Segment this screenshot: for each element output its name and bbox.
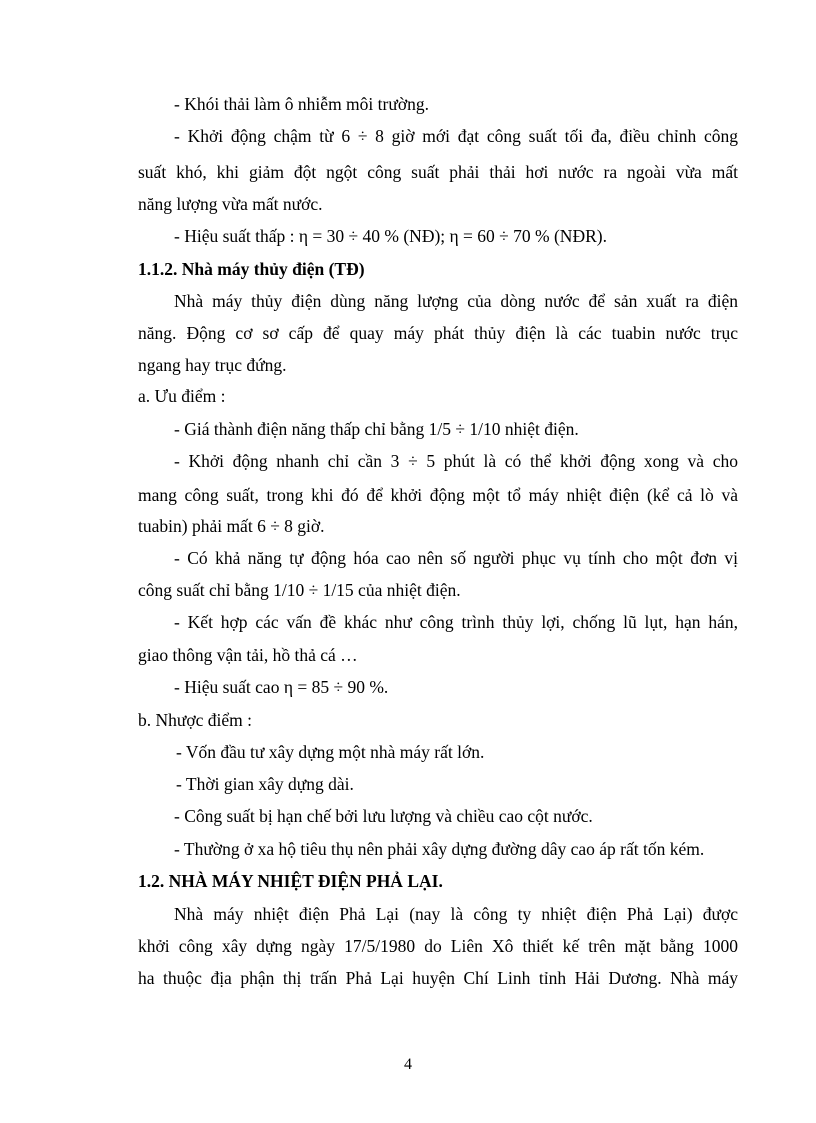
text-line: - Thời gian xây dựng dài.	[176, 774, 354, 794]
text-line: năng lượng vừa mất nước.	[138, 194, 323, 214]
text-line: - Khói thải làm ô nhiễm môi trường.	[174, 94, 429, 114]
text-line: ha thuộc địa phận thị trấn Phả Lại huyện Chí Linh tỉnh Hải Dương. Nhà máy	[138, 968, 738, 988]
text-line: Nhà máy thủy điện dùng năng lượng của dòng nước để sản xuất ra điện	[174, 291, 738, 311]
text-line: - Giá thành điện năng thấp chỉ bằng 1/5 ÷ 1/10 nhiệt điện.	[174, 419, 579, 439]
page-number: 4	[404, 1056, 412, 1073]
text-line: - Khởi động nhanh chỉ cần 3 ÷ 5 phút là có thể khởi động xong và cho	[174, 451, 738, 471]
section-heading: 1.2. NHÀ MÁY NHIỆT ĐIỆN PHẢ LẠI.	[138, 871, 443, 891]
text-line: - Có khả năng tự động hóa cao nên số người phục vụ tính cho một đơn vị	[174, 548, 738, 568]
text-line: - Hiệu suất cao η = 85 ÷ 90 %.	[174, 677, 389, 697]
text-line: suất khó, khi giảm đột ngột công suất phải thải hơi nước ra ngoài vừa mất	[138, 162, 738, 182]
text-line: tuabin) phải mất 6 ÷ 8 giờ.	[138, 516, 325, 536]
text-line: - Kết hợp các vấn đề khác như công trình thủy lợi, chống lũ lụt, hạn hán,	[174, 612, 738, 632]
text-line: - Thường ở xa hộ tiêu thụ nên phải xây dựng đường dây cao áp rất tốn kém.	[174, 839, 705, 859]
text-line: giao thông vận tải, hồ thả cá …	[138, 645, 358, 665]
text-line: - Công suất bị hạn chế bởi lưu lượng và chiều cao cột nước.	[174, 806, 593, 826]
text-line: - Hiệu suất thấp : η = 30 ÷ 40 % (NĐ); η = 60 ÷ 70 % (NĐR).	[174, 226, 607, 246]
subheading: a. Ưu điểm :	[138, 386, 226, 406]
text-line: mang công suất, trong khi đó để khởi động một tổ máy nhiệt điện (kể cả lò và	[138, 485, 738, 505]
text-line: công suất chỉ bằng 1/10 ÷ 1/15 của nhiệt điện.	[138, 580, 461, 600]
text-line: - Khởi động chậm từ 6 ÷ 8 giờ mới đạt công suất tối đa, điều chỉnh công	[174, 126, 738, 146]
subheading: b. Nhược điểm :	[138, 710, 252, 730]
text-line: ngang hay trục đứng.	[138, 355, 287, 375]
text-line: - Vốn đầu tư xây dựng một nhà máy rất lớn.	[176, 742, 485, 762]
section-heading: 1.1.2. Nhà máy thủy điện (TĐ)	[138, 259, 365, 279]
text-line: khởi công xây dựng ngày 17/5/1980 do Liên Xô thiết kế trên mặt bằng 1000	[138, 936, 738, 956]
text-line: Nhà máy nhiệt điện Phả Lại (nay là công ty nhiệt điện Phả Lại) được	[174, 904, 738, 924]
text-line: năng. Động cơ sơ cấp để quay máy phát thủy điện là các tuabin nước trục	[138, 323, 738, 343]
